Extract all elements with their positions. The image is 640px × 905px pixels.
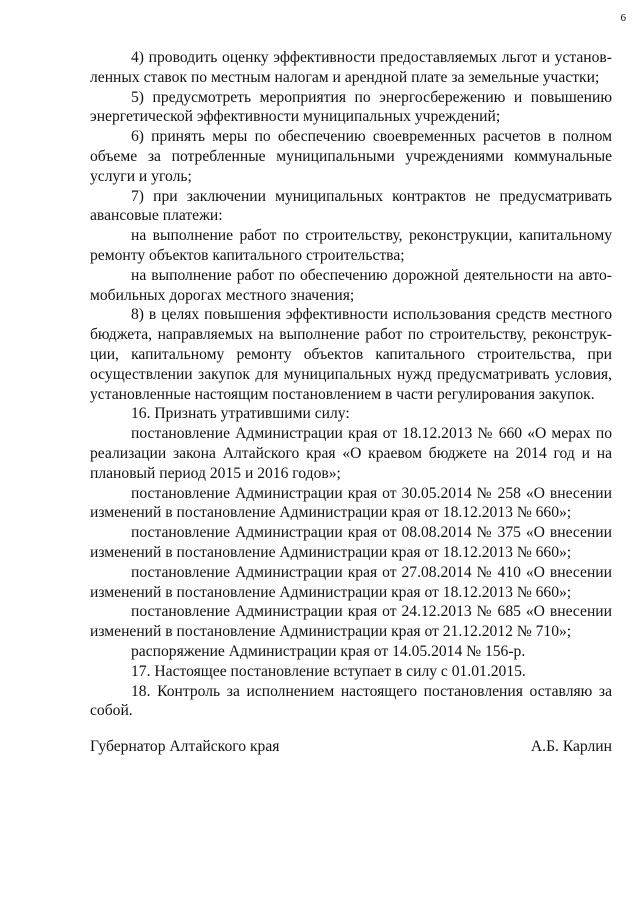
signatory-position: Губернатор Алтайского края xyxy=(90,738,280,755)
paragraph-item-8: 8) в целях повышения эффективности использования средств местного бюджета, направляемых на выполнение работ по строительству, реконструкции, капитальному ремонту объектов капитального строительства, при осуществлении закупок для муниципальных нужд предусматривать условия, установленные настоящим постановлением в части регулирования закупок. xyxy=(90,306,612,403)
signature-block xyxy=(90,737,612,757)
paragraph-item-7-construction: на выполнение работ по строительству, реконструкции, капитальному ремонту объектов капитального строительства; xyxy=(90,227,612,264)
page-number: 6 xyxy=(620,12,626,24)
repealed-act-685: постановление Администрации края от 24.12.2013 № 685 «О внесении изменений в постановление Администрации края от 21.12.2012 № 710»; xyxy=(90,603,612,641)
paragraph-item-5: 5) предусмотреть мероприятия по энергосбережению и повышению энергетической эффективности муниципальных учреждений; xyxy=(90,88,612,126)
signatory-name: А.Б. Карлин xyxy=(530,738,612,755)
paragraph-section-16: 16. Признать утратившими силу: xyxy=(131,405,350,423)
paragraph-item-6: 6) принять меры по обеспечению своевременных расчетов в полном объеме за потребленные муниципальными учреждениями коммунальные услуги и уголь; xyxy=(90,128,612,185)
repealed-act-375: постановление Администрации края от 08.08.2014 № 375 «О внесении изменений в постановление Администрации края от 18.12.2013 № 660»; xyxy=(90,524,612,561)
paragraph-item-4: 4) проводить оценку эффективности предоставляемых льгот и установленных ставок по местным налогам и арендной плате за земельные участки; xyxy=(90,49,612,86)
document-body xyxy=(90,48,612,721)
repealed-act-660: постановление Администрации края от 18.12.2013 № 660 «О мерах по реализации закона Алтайского края «О краевом бюджете на 2014 год и на плановый период 2015 и 2016 годов»; xyxy=(90,425,612,482)
paragraph-section-18: 18. Контроль за исполнением настоящего постановления оставляю за собой. xyxy=(90,682,612,720)
paragraph-section-17: 17. Настоящее постановление вступает в силу с 01.01.2015. xyxy=(131,662,526,680)
repealed-act-410: постановление Администрации края от 27.08.2014 № 410 «О внесении изменений в постановление Администрации края от 18.12.2013 № 660»; xyxy=(90,563,612,601)
repealed-order-156r: распоряжение Администрации края от 14.05.2014 № 156-р. xyxy=(131,642,526,660)
repealed-act-258: постановление Администрации края от 30.05.2014 № 258 «О внесении изменений в постановление Администрации края от 18.12.2013 № 660»; xyxy=(90,484,612,522)
paragraph-item-7-roads: на выполнение работ по обеспечению дорожной деятельности на автомобильных дорогах местного значения; xyxy=(90,266,612,304)
paragraph-item-7: 7) при заключении муниципальных контрактов не предусматривать авансовые платежи: xyxy=(90,187,612,225)
